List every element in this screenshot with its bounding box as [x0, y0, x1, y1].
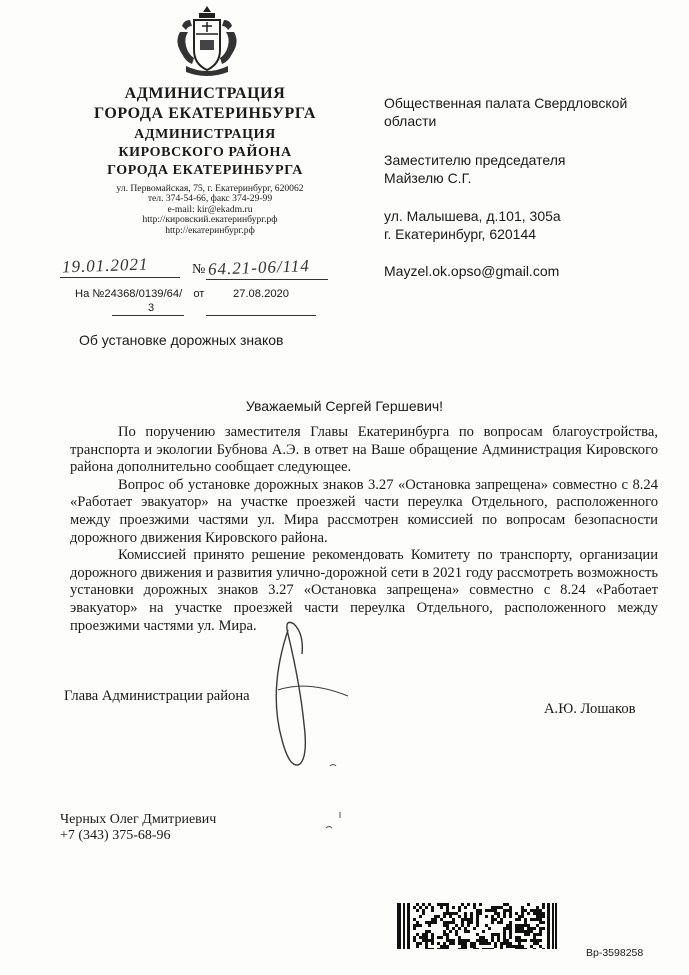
registration-number: 64.21-06/114	[207, 256, 311, 279]
registration-date: 19.01.2021	[61, 254, 149, 277]
signatory-name: А.Ю. Лошаков	[544, 701, 636, 717]
reference-label: На №	[75, 288, 105, 300]
recipient-address	[384, 207, 561, 243]
paragraph: Комиссией принято решение рекомендовать Комитету по транспорту, организации дорожного движения и развития улично-дорожной сети в 2021 году рассмотреть возможность установки дорожных знаков 3.27 «Остановка запрещена» совместно с 8.24 «Работает эвакуатор» на участке проезжей части переулка Отдельного, расположенного между проезжими частями ул. Мира.	[70, 547, 658, 634]
dept-line1: АДМИНИСТРАЦИЯ	[134, 127, 276, 142]
recipient-email: Mayzel.ok.opso@gmail.com	[384, 263, 560, 279]
sender-contacts	[80, 184, 340, 236]
executor-name: Черных Олег Дмитриевич	[60, 812, 217, 827]
number-sign: №	[192, 262, 206, 277]
org-line1: АДМИНИСТРАЦИЯ	[124, 85, 286, 102]
letter-body	[70, 424, 658, 635]
sender-site1: http://кировский.екатеринбург.рф	[142, 214, 278, 226]
dept-line3: ГОРОДА ЕКАТЕРИНБУРГА	[107, 163, 303, 178]
salutation: Уважаемый Сергей Гершевич!	[245, 398, 444, 414]
recipient-position: Заместителю председателя	[384, 152, 566, 168]
recipient-street: ул. Малышева, д.101, 305а	[384, 208, 561, 224]
city-coat-of-arms	[172, 4, 242, 80]
paragraph: Вопрос об установке дорожных знаков 3.27 «Остановка запрещена» совместно с 8.24 «Работает эвакуатор» на участке проезжей части переулка Отдельного, расположенного между проезжими частями ул. Мира рассмотрен комиссией по вопросам безопасности дорожного движения Кировского района.	[70, 476, 658, 546]
sender-phone: тел. 374-54-66, факс 374-29-99	[147, 193, 273, 205]
reference-date-underline	[206, 315, 316, 316]
reference-number-underline	[112, 315, 184, 316]
barcode-id: Вр-3598258	[586, 947, 644, 959]
reference-number-suffix: 3	[148, 302, 155, 314]
executor-phone: +7 (343) 375-68-96	[60, 828, 171, 843]
handwritten-signature	[248, 610, 368, 800]
sender-department	[60, 126, 350, 180]
recipient-city: г. Екатеринбург, 620144	[384, 226, 537, 242]
letter-subject: Об установке дорожных знаков	[79, 332, 284, 348]
org-line2: ГОРОДА ЕКАТЕРИНБУРГА	[93, 105, 317, 122]
number-underline	[206, 279, 328, 280]
recipient-name: Майзелю С.Г.	[384, 170, 472, 186]
reference-line	[75, 288, 204, 300]
sender-address: ул. Первомайская, 75, г. Екатеринбург, 620062	[116, 183, 304, 194]
scan-specks	[320, 760, 350, 850]
paragraph: По поручению заместителя Главы Екатеринбурга по вопросам благоустройства, транспорта и экологии Бубнова А.Э. в ответ на Ваше обращение Администрация Кировского района дополнительно сообщает следующее.	[70, 424, 658, 476]
sender-organization	[60, 84, 350, 124]
dept-line2: КИРОВСКОГО РАЙОНА	[118, 145, 292, 160]
recipient-org-line1: Общественная палата Свердловской	[384, 95, 628, 111]
sender-site2: http://екатеринбург.рф	[165, 224, 255, 236]
reference-number: 24368/0139/64/	[104, 288, 183, 300]
recipient-org-line2: области	[384, 113, 437, 129]
signatory-title: Глава Администрации района	[64, 688, 250, 704]
reference-from: от	[193, 288, 205, 300]
barcode-graphic	[397, 903, 557, 949]
reference-date: 27.08.2020	[233, 288, 289, 300]
recipient-organization	[384, 94, 627, 130]
date-underline	[60, 277, 180, 278]
sender-email: e-mail: kir@ekadm.ru	[167, 203, 253, 215]
recipient-person	[384, 151, 566, 187]
